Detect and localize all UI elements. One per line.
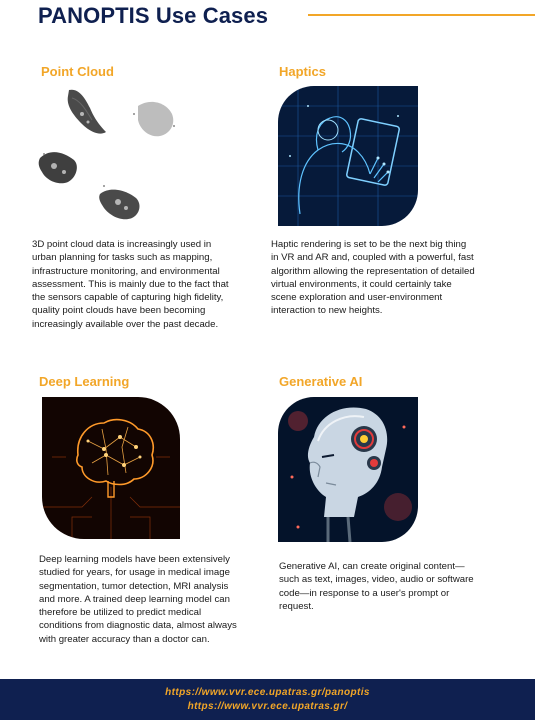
point-cloud-image	[34, 86, 194, 230]
deep-learning-description: Deep learning models have been extensively studied for years, for usage in medical image segmentation, tumor detection, MRI analysis and more. A trained deep learning model can therefore be utilized to predict medical conditions from diagnostic data, almost always with greater accuracy than a doctor can.	[39, 554, 237, 645]
footer-link-panoptis[interactable]: https://www.vvr.ece.upatras.gr/panoptis	[165, 687, 370, 698]
section-title-point-cloud: Point Cloud	[41, 64, 114, 79]
section-title-deep-learning: Deep Learning	[39, 374, 130, 389]
point-cloud-illustration	[34, 86, 194, 230]
page-title: PANOPTIS Use Cases	[38, 3, 269, 28]
brain-circuit-illustration	[42, 397, 180, 539]
haptics-description: Haptic rendering is set to be the next big thing in VR and AR and, coupled with a powerful, fast algorithm allowing the representation of detailed virtual environments, it could certainly take scene exploration and user-environment interaction to new heights.	[271, 239, 475, 317]
section-title-generative-ai: Generative AI	[279, 374, 363, 389]
footer-bar	[0, 679, 535, 720]
title-divider	[308, 14, 535, 16]
footer-link-vvr[interactable]: https://www.vvr.ece.upatras.gr/	[187, 701, 348, 712]
haptics-image	[278, 86, 418, 226]
generative-ai-image	[278, 397, 418, 542]
robot-head-illustration	[278, 397, 418, 542]
point-cloud-description: 3D point cloud data is increasingly used in urban planning for tasks such as mapping, infrastructure monitoring, and environmental assessment. This is mainly due to the fact that the sensors capable of capturing high fidelity, quality point clouds have been becoming increasingly available over the past decade.	[32, 239, 229, 330]
generative-ai-description: Generative AI, can create original content—such as text, images, video, audio or software code—in response to a user's prompt or request.	[279, 561, 474, 612]
section-title-haptics: Haptics	[279, 64, 326, 79]
haptics-illustration	[278, 86, 418, 226]
deep-learning-image	[42, 397, 180, 539]
